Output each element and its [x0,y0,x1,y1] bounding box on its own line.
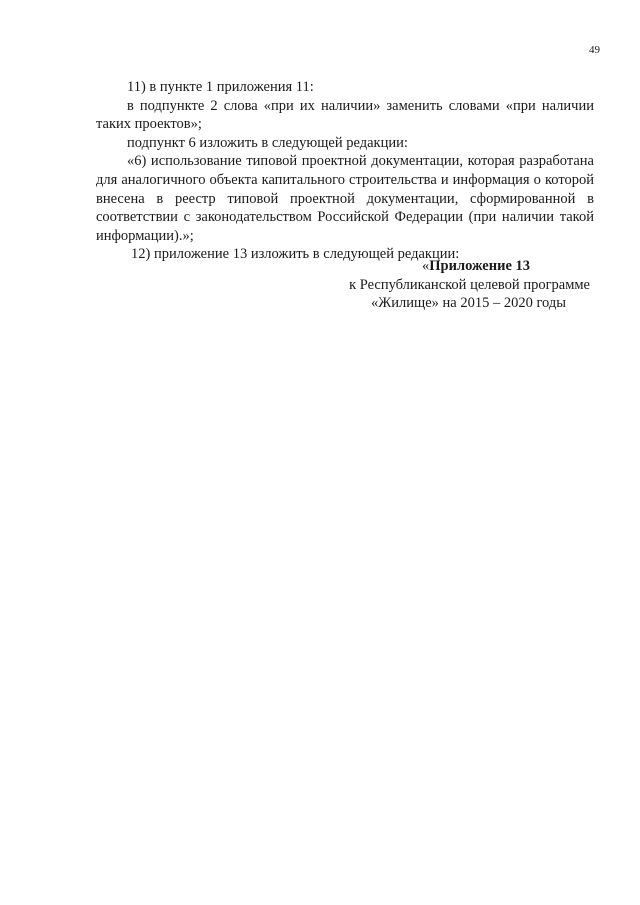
appendix-program-line: к Республиканской целевой программе [349,276,590,293]
amendment-11-subitem-6-text: «6) использование типовой проектной документации, которая разработана для аналогичного объекта капитального строительства и информация о которой внесена в реестр типовой проектной документации, сформированной в соответствии с законодательством Российской Федерации (при наличии такой информации).»; [96,153,594,244]
amendment-11-subitem-2: в подпункте 2 слова «при их наличии» заменить словами «при наличии таких проектов»; [96,97,594,133]
document-body [96,78,594,264]
appendix-years-line: «Жилище» на 2015 – 2020 годы [371,295,566,312]
appendix-header [300,257,594,313]
amendment-12: 12) приложение 13 изложить в следующей редакции: [131,246,460,263]
page-number: 49 [589,44,600,56]
appendix-title: Приложение 13 [429,258,530,274]
open-quote: « [422,258,430,274]
appendix-title-line [300,257,594,276]
amendment-11: 11) в пункте 1 приложения 11: [127,79,314,95]
amendment-11-subitem-6: подпункт 6 изложить в следующей редакции: [127,134,408,151]
